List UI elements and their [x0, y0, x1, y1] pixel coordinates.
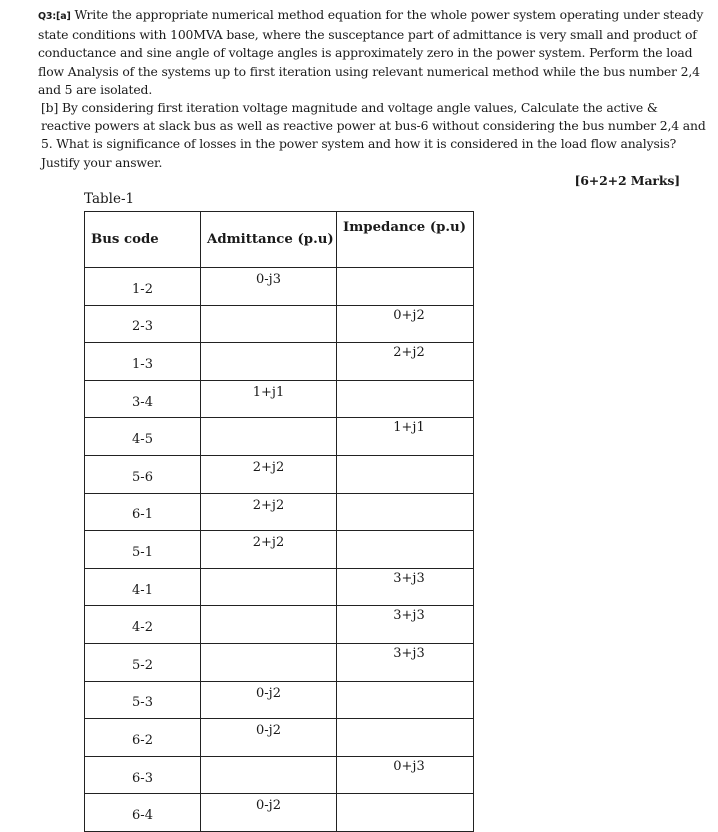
cell-bus-code: 4-2: [85, 606, 201, 644]
cell-admittance: [201, 343, 337, 381]
cell-admittance: 0-j2: [201, 719, 337, 757]
table-row: [85, 794, 474, 832]
cell-impedance: 0+j2: [337, 305, 474, 343]
cell-impedance: [337, 268, 474, 306]
table-body: [85, 268, 474, 832]
cell-admittance: [201, 643, 337, 681]
cell-admittance: 0-j3: [201, 268, 337, 306]
cell-admittance: 2+j2: [201, 531, 337, 569]
table-row: [85, 268, 474, 306]
question-part-a: [38, 6, 710, 99]
cell-impedance: [337, 455, 474, 493]
cell-bus-code: 5-3: [85, 681, 201, 719]
cell-admittance: [201, 756, 337, 794]
cell-bus-code: 4-1: [85, 568, 201, 606]
header-bus-code: Bus code: [85, 212, 201, 268]
cell-bus-code: 4-5: [85, 418, 201, 456]
cell-impedance: 3+j3: [337, 606, 474, 644]
cell-admittance: 0-j2: [201, 681, 337, 719]
table-row: [85, 756, 474, 794]
table-row: [85, 305, 474, 343]
cell-bus-code: 2-3: [85, 305, 201, 343]
table-row: [85, 643, 474, 681]
cell-bus-code: 6-2: [85, 719, 201, 757]
cell-admittance: [201, 305, 337, 343]
cell-impedance: [337, 493, 474, 531]
table-row: [85, 531, 474, 569]
cell-impedance: [337, 380, 474, 418]
cell-bus-code: 1-2: [85, 268, 201, 306]
question-part-a-text: Write the appropriate numerical method equation for the whole power system operating under steady state conditions with 100MVA base, where the susceptance part of admittance is very small and product of conductance and sine angle of voltage angles is approximately zero in the power system. Perform the load flow Analysis of the systems up to first iteration using relevant numerical method while the bus number 2,4 and 5 are isolated.: [38, 7, 704, 97]
cell-admittance: [201, 418, 337, 456]
question-part-b: [b] By considering first iteration voltage magnitude and voltage angle values, Calculate the active & reactive powers at slack bus as well as reactive power at bus-6 without considering the bus number 2,4 and 5. What is significance of losses in the power system and how it is considered in the load flow analysis? Justify your answer.: [41, 100, 706, 170]
cell-bus-code: 5-1: [85, 531, 201, 569]
table-row: [85, 493, 474, 531]
table-caption: Table-1: [84, 191, 135, 207]
table-row: [85, 455, 474, 493]
cell-bus-code: 5-6: [85, 455, 201, 493]
cell-impedance: [337, 531, 474, 569]
cell-impedance: 3+j3: [337, 568, 474, 606]
cell-bus-code: 1-3: [85, 343, 201, 381]
bus-data-table: [84, 211, 474, 832]
table-row: [85, 606, 474, 644]
cell-bus-code: 3-4: [85, 380, 201, 418]
cell-impedance: 0+j3: [337, 756, 474, 794]
cell-impedance: 1+j1: [337, 418, 474, 456]
cell-admittance: 2+j2: [201, 455, 337, 493]
cell-impedance: [337, 794, 474, 832]
cell-admittance: 2+j2: [201, 493, 337, 531]
cell-admittance: [201, 606, 337, 644]
cell-impedance: 2+j2: [337, 343, 474, 381]
cell-impedance: [337, 719, 474, 757]
cell-admittance: 1+j1: [201, 380, 337, 418]
cell-impedance: 3+j3: [337, 643, 474, 681]
header-admittance: Admittance (p.u): [201, 212, 337, 268]
cell-bus-code: 6-1: [85, 493, 201, 531]
table-row: [85, 719, 474, 757]
table-header-row: [85, 212, 474, 268]
marks-label: [6+2+2 Marks]: [574, 172, 680, 188]
table-row: [85, 568, 474, 606]
table-row: [85, 380, 474, 418]
cell-impedance: [337, 681, 474, 719]
table-row: [85, 681, 474, 719]
cell-bus-code: 5-2: [85, 643, 201, 681]
header-impedance: Impedance (p.u): [337, 212, 474, 268]
table-row: [85, 343, 474, 381]
cell-admittance: 0-j2: [201, 794, 337, 832]
cell-bus-code: 6-4: [85, 794, 201, 832]
cell-admittance: [201, 568, 337, 606]
table-row: [85, 418, 474, 456]
cell-bus-code: 6-3: [85, 756, 201, 794]
question-text: [38, 6, 710, 190]
question-label: Q3:[a]: [38, 11, 71, 22]
